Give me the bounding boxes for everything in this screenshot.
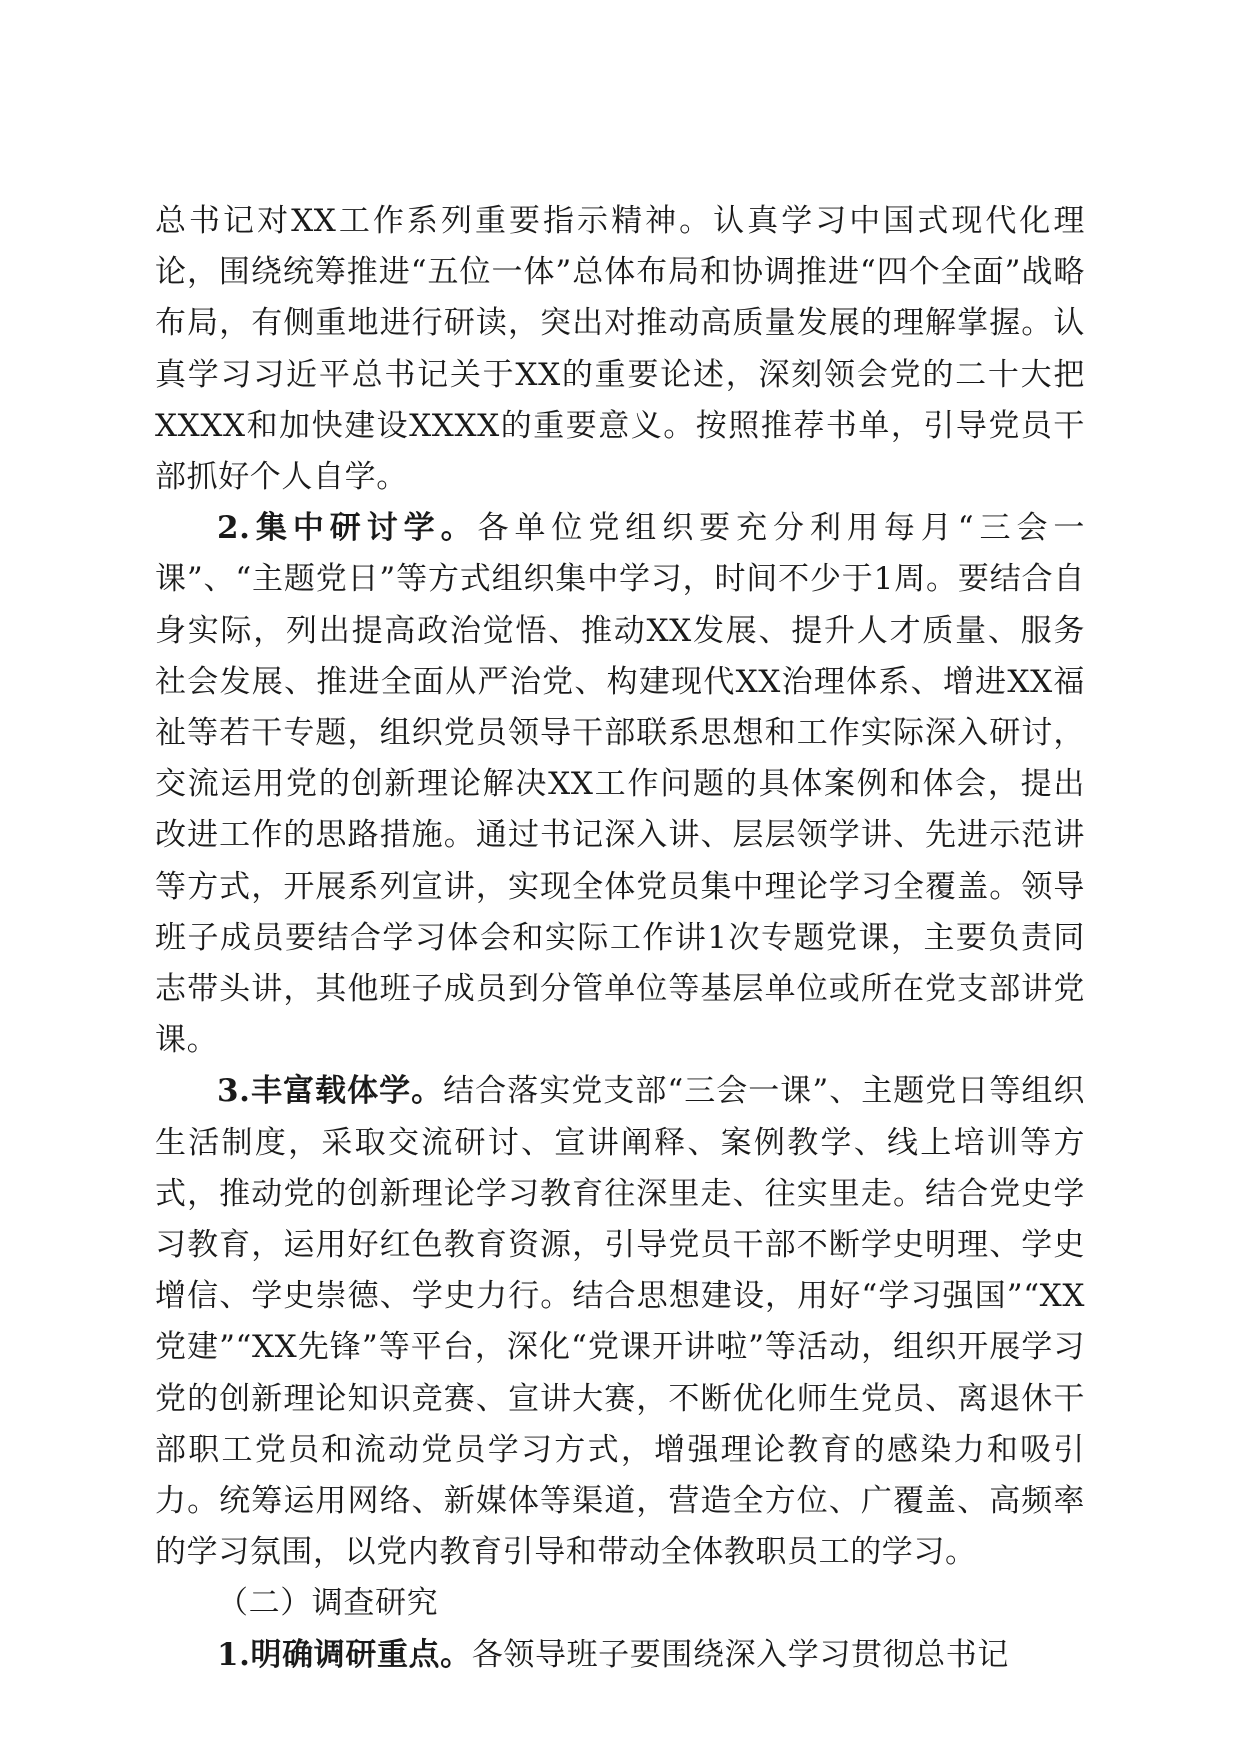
section-heading-text: （二）调查研究 xyxy=(217,1585,439,1622)
paragraph-text: 总书记对XX工作系列重要指示精神。认真学习中国式现代化理论，围绕统筹推进“五位一体”总体布局和协调推进“四个全面”战略布局，有侧重地进行研读，突出对推动高质量发展的理解掌握。认真学习习近平总书记关于XX的重要论述，深刻领会党的二十大把XXXX和加快建设XXXX的重要意义。按照推荐书单，引导党员干部抓好个人自学。 xyxy=(155,203,1085,496)
paragraph-text: 各单位党组织要充分利用每月“三会一课”、“主题党日”等方式组织集中学习，时间不少于1周。要结合自身实际，列出提高政治觉悟、推动XX发展、提升人才质量、服务社会发展、推进全面从严治党、构建现代XX治理体系、增进XX福祉等若干专题，组织党员领导干部联系思想和工作实际深入研讨，交流运用党的创新理论解决XX工作问题的具体案例和体会，提出改进工作的思路措施。通过书记深入讲、层层领学讲、先进示范讲等方式，开展系列宣讲，实现全体党员集中理论学习全覆盖。领导班子成员要结合学习体会和实际工作讲1次专题党课，主要负责同志带头讲，其他班子成员到分管单位等基层单位或所在党支部讲党课。 xyxy=(155,510,1085,1059)
paragraph-heading: 1.明确调研重点。 xyxy=(217,1636,472,1673)
paragraph-text: 结合落实党支部“三会一课”、主题党日等组织生活制度，采取交流研讨、宣讲阐释、案例教学、线上培训等方式，推动党的创新理论学习教育往深里走、往实里走。结合党史学习教育，运用好红色教育资源，引导党员干部不断学史明理、学史增信、学史崇德、学史力行。结合思想建设，用好“学习强国”“XX党建”“XX先锋”等平台，深化“党课开讲啦”等活动，组织开展学习党的创新理论知识竞赛、宣讲大赛，不断优化师生党员、离退休干部职工党员和流动党员学习方式，增强理论教育的感染力和吸引力。统筹运用网络、新媒体等渠道，营造全方位、广覆盖、高频率的学习氛围，以党内教育引导和带动全体教职员工的学习。 xyxy=(155,1073,1085,1571)
paragraph-text: 各领导班子要围绕深入学习贯彻总书记 xyxy=(471,1636,1009,1673)
paragraph-research-focus xyxy=(155,1630,1085,1681)
paragraph-continuation xyxy=(155,196,1085,503)
paragraph-centralized-study xyxy=(155,503,1085,1066)
paragraph-carrier-study xyxy=(155,1066,1085,1578)
paragraph-heading: 3.丰富载体学。 xyxy=(217,1073,444,1110)
document-body xyxy=(155,196,1085,1681)
section-heading xyxy=(155,1578,1085,1629)
paragraph-heading: 2.集中研讨学。 xyxy=(217,510,478,547)
